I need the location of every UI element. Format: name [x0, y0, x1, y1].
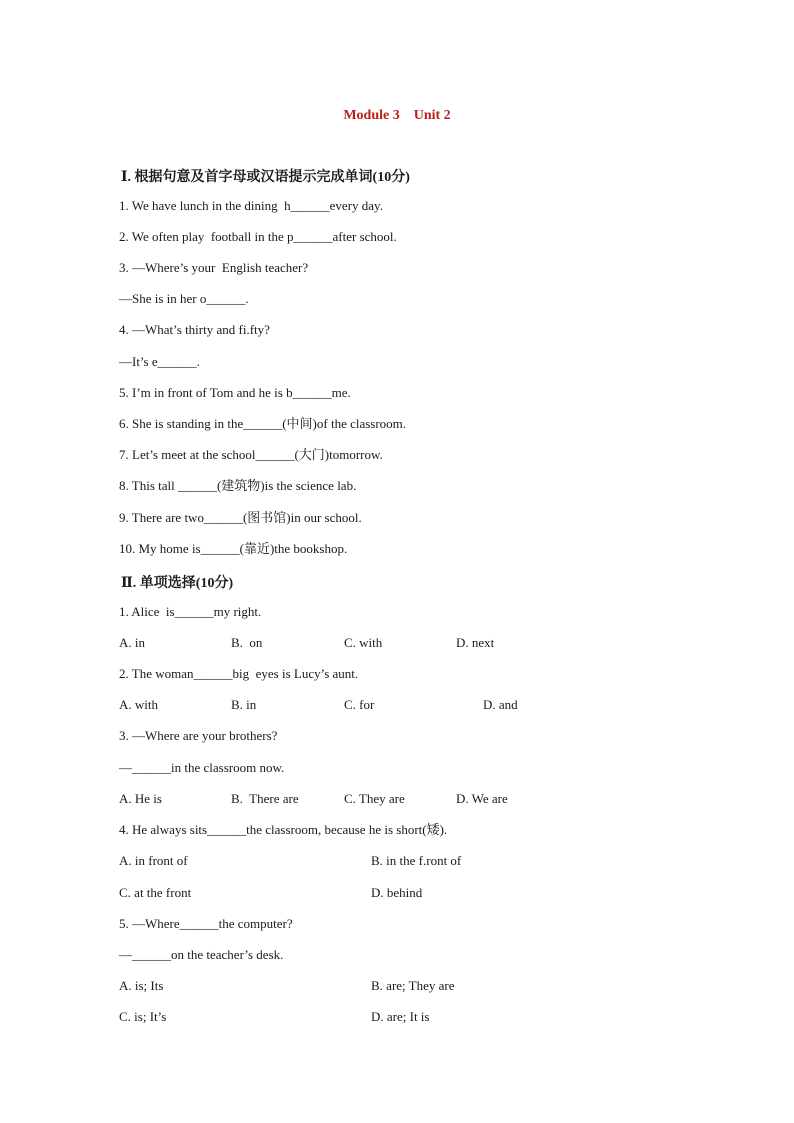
q5-option-c: C. is; It’s [119, 1009, 167, 1024]
s1-item-3: 3. —Where’s your English teacher? [119, 260, 309, 275]
q4-option-b: B. in the f.ront of [371, 853, 462, 868]
s1-item-1: 1. We have lunch in the dining h______every day. [119, 198, 383, 213]
s1-item-7: 7. Let’s meet at the school______(大门)tomorrow. [119, 447, 383, 462]
page-title: Module 3 Unit 2 [343, 108, 451, 123]
q4-option-a: A. in front of [119, 853, 188, 868]
q5-option-d: D. are; It is [371, 1009, 430, 1024]
q3-option-d: D. We are [456, 791, 508, 806]
q1-option-b: B. on [231, 635, 263, 650]
q1-option-d: D. next [456, 635, 495, 650]
q2-stem: 2. The woman______big eyes is Lucy’s aunt. [119, 666, 359, 681]
q2-option-d: D. and [483, 697, 518, 712]
s1-item-4-answer: —It’s e______. [119, 354, 200, 369]
q3-stem: 3. —Where are your brothers? [119, 728, 278, 743]
q4-option-d: D. behind [371, 885, 423, 900]
q5-option-a: A. is; Its [119, 978, 164, 993]
q5-stem-2: —______on the teacher’s desk. [119, 947, 284, 962]
s1-item-3-answer: —She is in her o______. [119, 291, 249, 306]
section-2-heading: Ⅱ. 单项选择(10分) [121, 576, 234, 591]
q2-option-b: B. in [231, 697, 257, 712]
q1-stem: 1. Alice is______my right. [119, 604, 262, 619]
q1-option-c: C. with [344, 635, 383, 650]
q2-option-a: A. with [119, 697, 158, 712]
q3-stem-2: —______in the classroom now. [119, 760, 285, 775]
s1-item-8: 8. This tall ______(建筑物)is the science lab. [119, 478, 357, 493]
q5-option-b: B. are; They are [371, 978, 455, 993]
q3-option-a: A. He is [119, 791, 162, 806]
q4-option-c: C. at the front [119, 885, 192, 900]
q2-option-c: C. for [344, 697, 375, 712]
q1-option-a: A. in [119, 635, 145, 650]
s1-item-2: 2. We often play football in the p______after school. [119, 229, 397, 244]
q3-option-b: B. There are [231, 791, 299, 806]
s1-item-9: 9. There are two______(图书馆)in our school. [119, 510, 362, 525]
section-1-heading: Ⅰ. 根据句意及首字母或汉语提示完成单词(10分) [121, 170, 410, 185]
s1-item-6: 6. She is standing in the______(中间)of the classroom. [119, 416, 407, 431]
q5-stem: 5. —Where______the computer? [119, 916, 293, 931]
s1-item-10: 10. My home is______(靠近)the bookshop. [119, 541, 348, 556]
q4-stem: 4. He always sits______the classroom, because he is short(矮). [119, 822, 448, 837]
s1-item-4: 4. —What’s thirty and fi.fty? [119, 322, 270, 337]
q3-option-c: C. They are [344, 791, 405, 806]
s1-item-5: 5. I’m in front of Tom and he is b______me. [119, 385, 351, 400]
